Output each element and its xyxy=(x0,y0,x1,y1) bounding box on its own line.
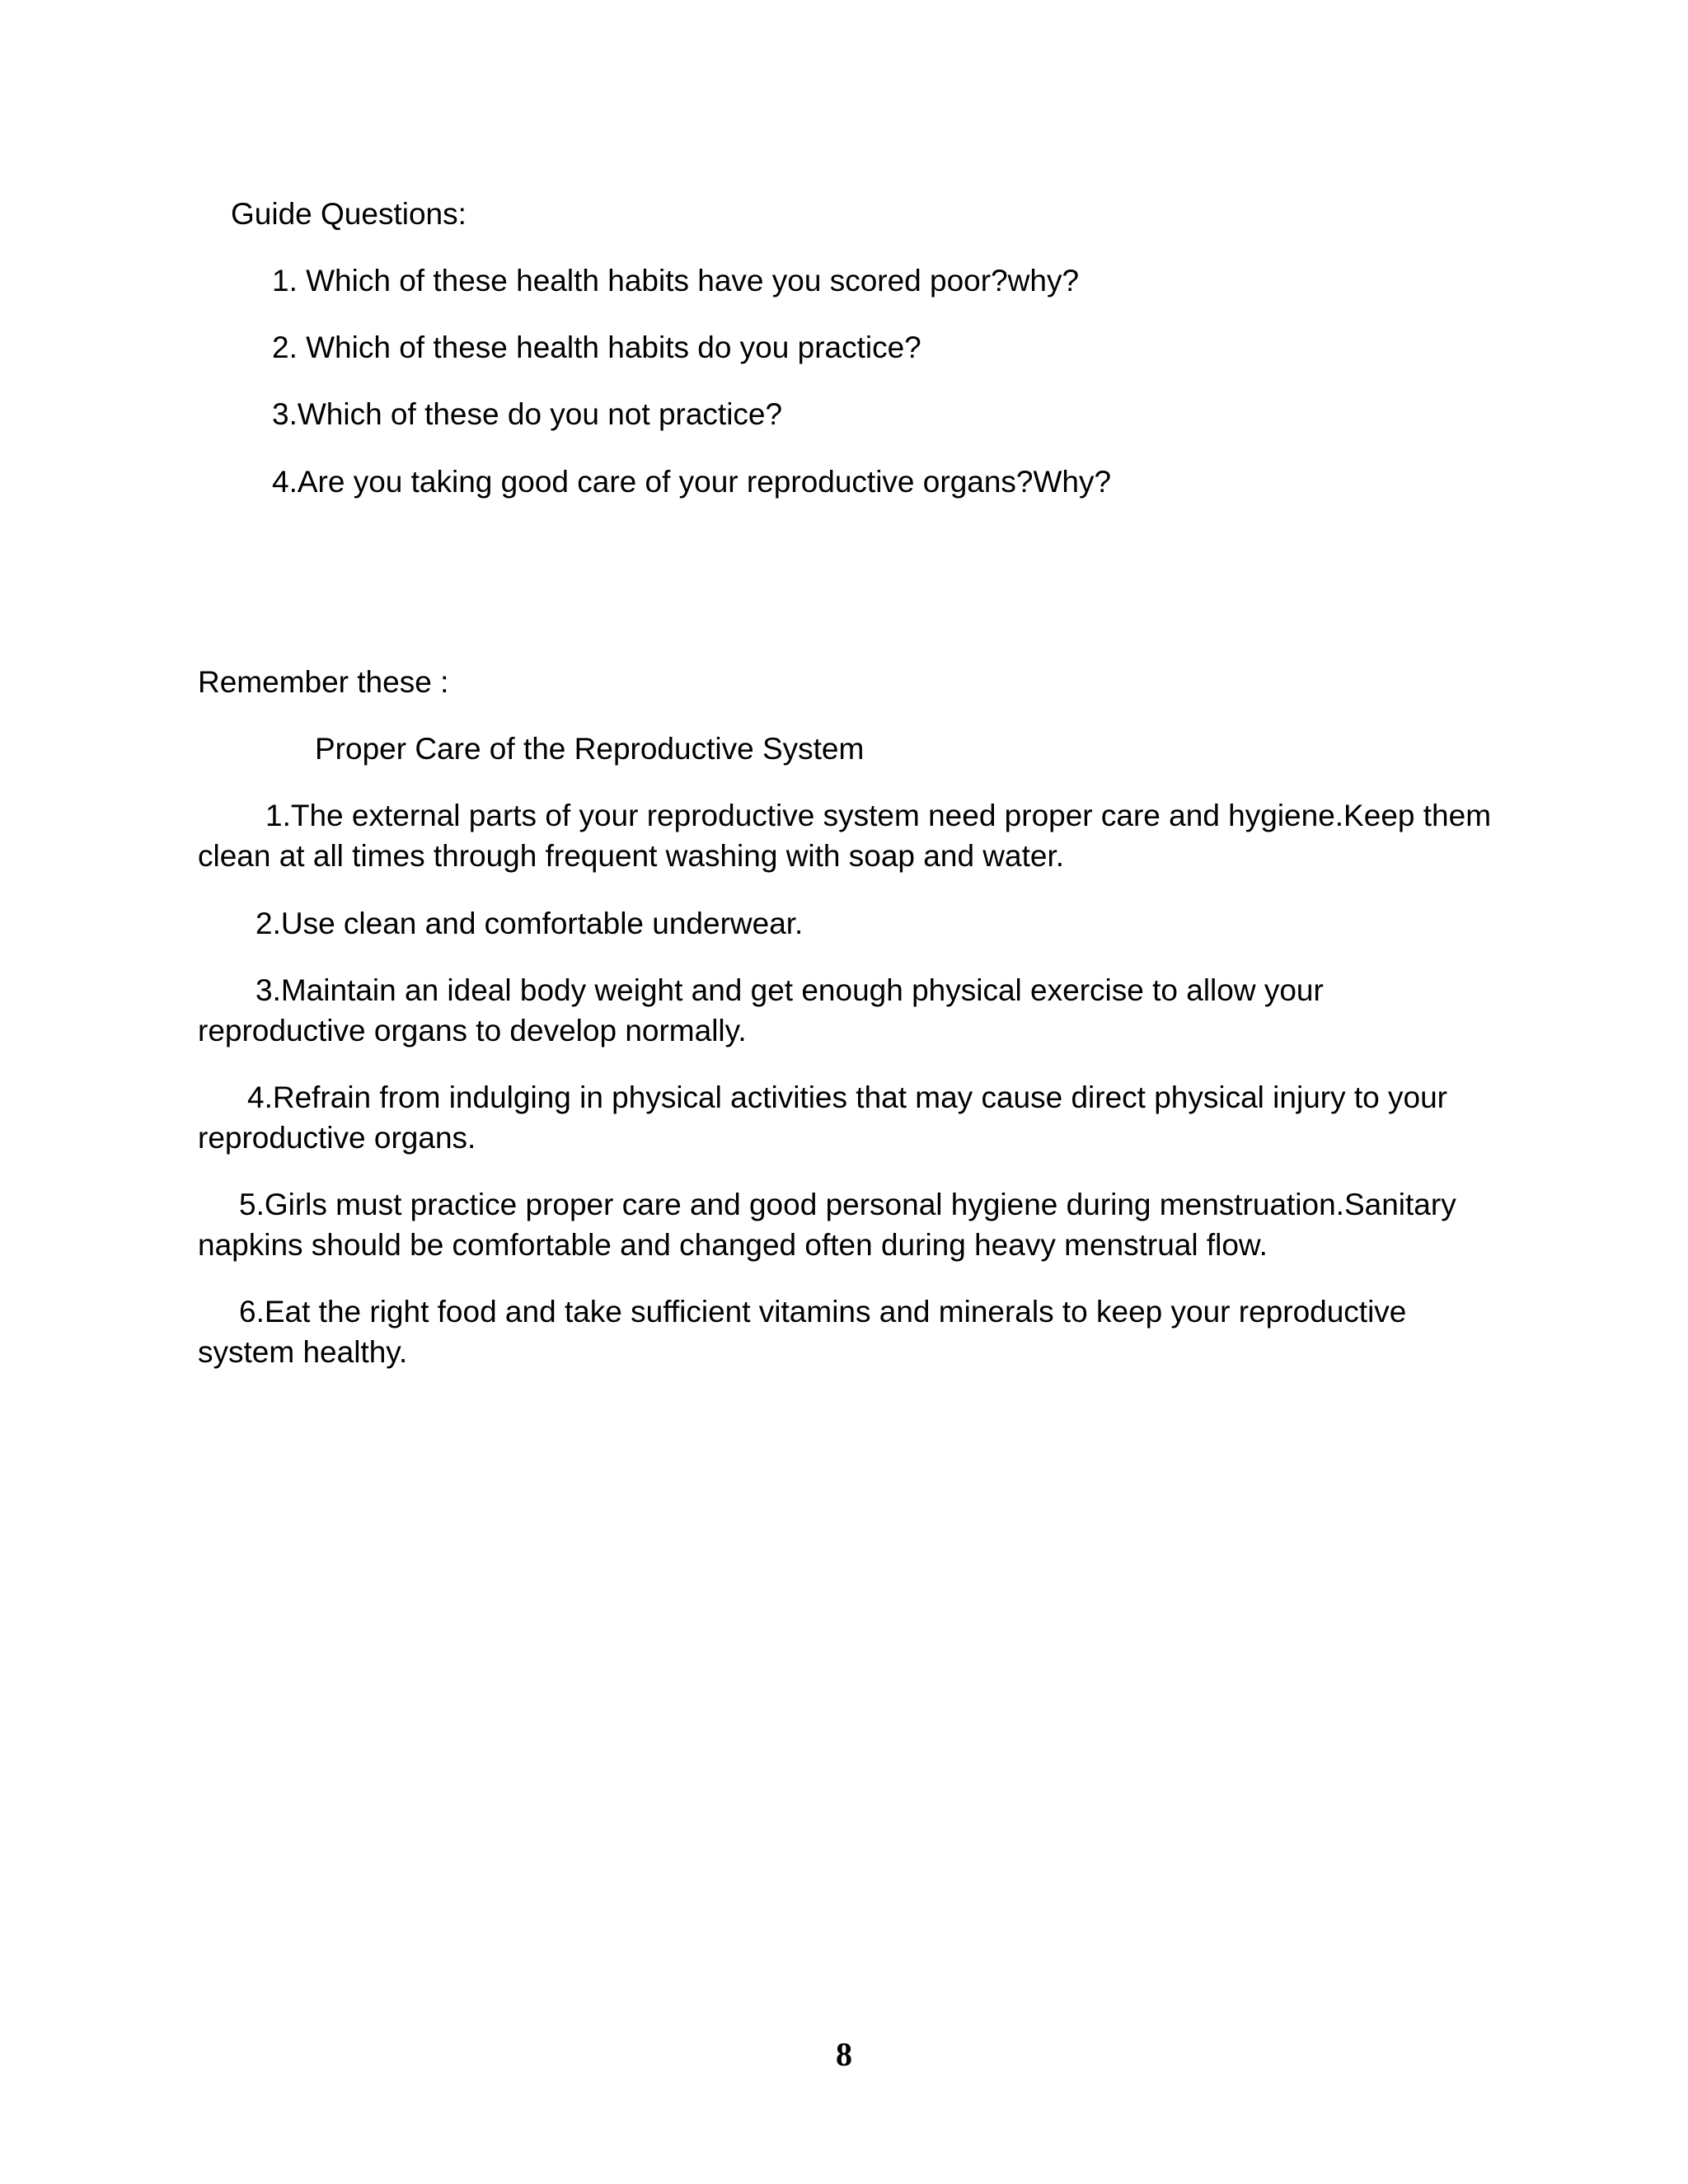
care-item-4-line-2: reproductive organs. xyxy=(198,1121,476,1155)
care-item-1-line-1: 1.The external parts of your reproductive system need proper care and hygiene.Keep them xyxy=(265,799,1492,832)
care-item-6-line-1: 6.Eat the right food and take sufficient vitamins and minerals to keep your reproductive xyxy=(239,1295,1407,1329)
guide-question-1: 1. Which of these health habits have you scored poor?why? xyxy=(272,264,1080,298)
care-item-6-line-2: system healthy. xyxy=(198,1335,408,1369)
remember-heading: Remember these : xyxy=(198,665,449,699)
care-item-1-line-2: clean at all times through frequent washing with soap and water. xyxy=(198,839,1065,873)
care-item-3-line-1: 3.Maintain an ideal body weight and get enough physical exercise to allow your xyxy=(256,973,1324,1007)
guide-questions-heading: Guide Questions: xyxy=(231,197,467,231)
section-title: Proper Care of the Reproductive System xyxy=(315,732,865,766)
page-number: 8 xyxy=(836,2036,852,2073)
care-item-3-line-2: reproductive organs to develop normally. xyxy=(198,1014,747,1047)
care-item-2-line-1: 2.Use clean and comfortable underwear. xyxy=(256,907,804,940)
care-item-5-line-2: napkins should be comfortable and changed often during heavy menstrual flow. xyxy=(198,1228,1268,1262)
care-item-4-line-1: 4.Refrain from indulging in physical activities that may cause direct physical injury to your xyxy=(247,1080,1447,1114)
guide-question-4: 4.Are you taking good care of your reproductive organs?Why? xyxy=(272,465,1112,499)
care-item-5-line-1: 5.Girls must practice proper care and good personal hygiene during menstruation.Sanitary xyxy=(239,1188,1456,1221)
guide-question-3: 3.Which of these do you not practice? xyxy=(272,397,783,431)
guide-question-2: 2. Which of these health habits do you practice? xyxy=(272,330,921,364)
